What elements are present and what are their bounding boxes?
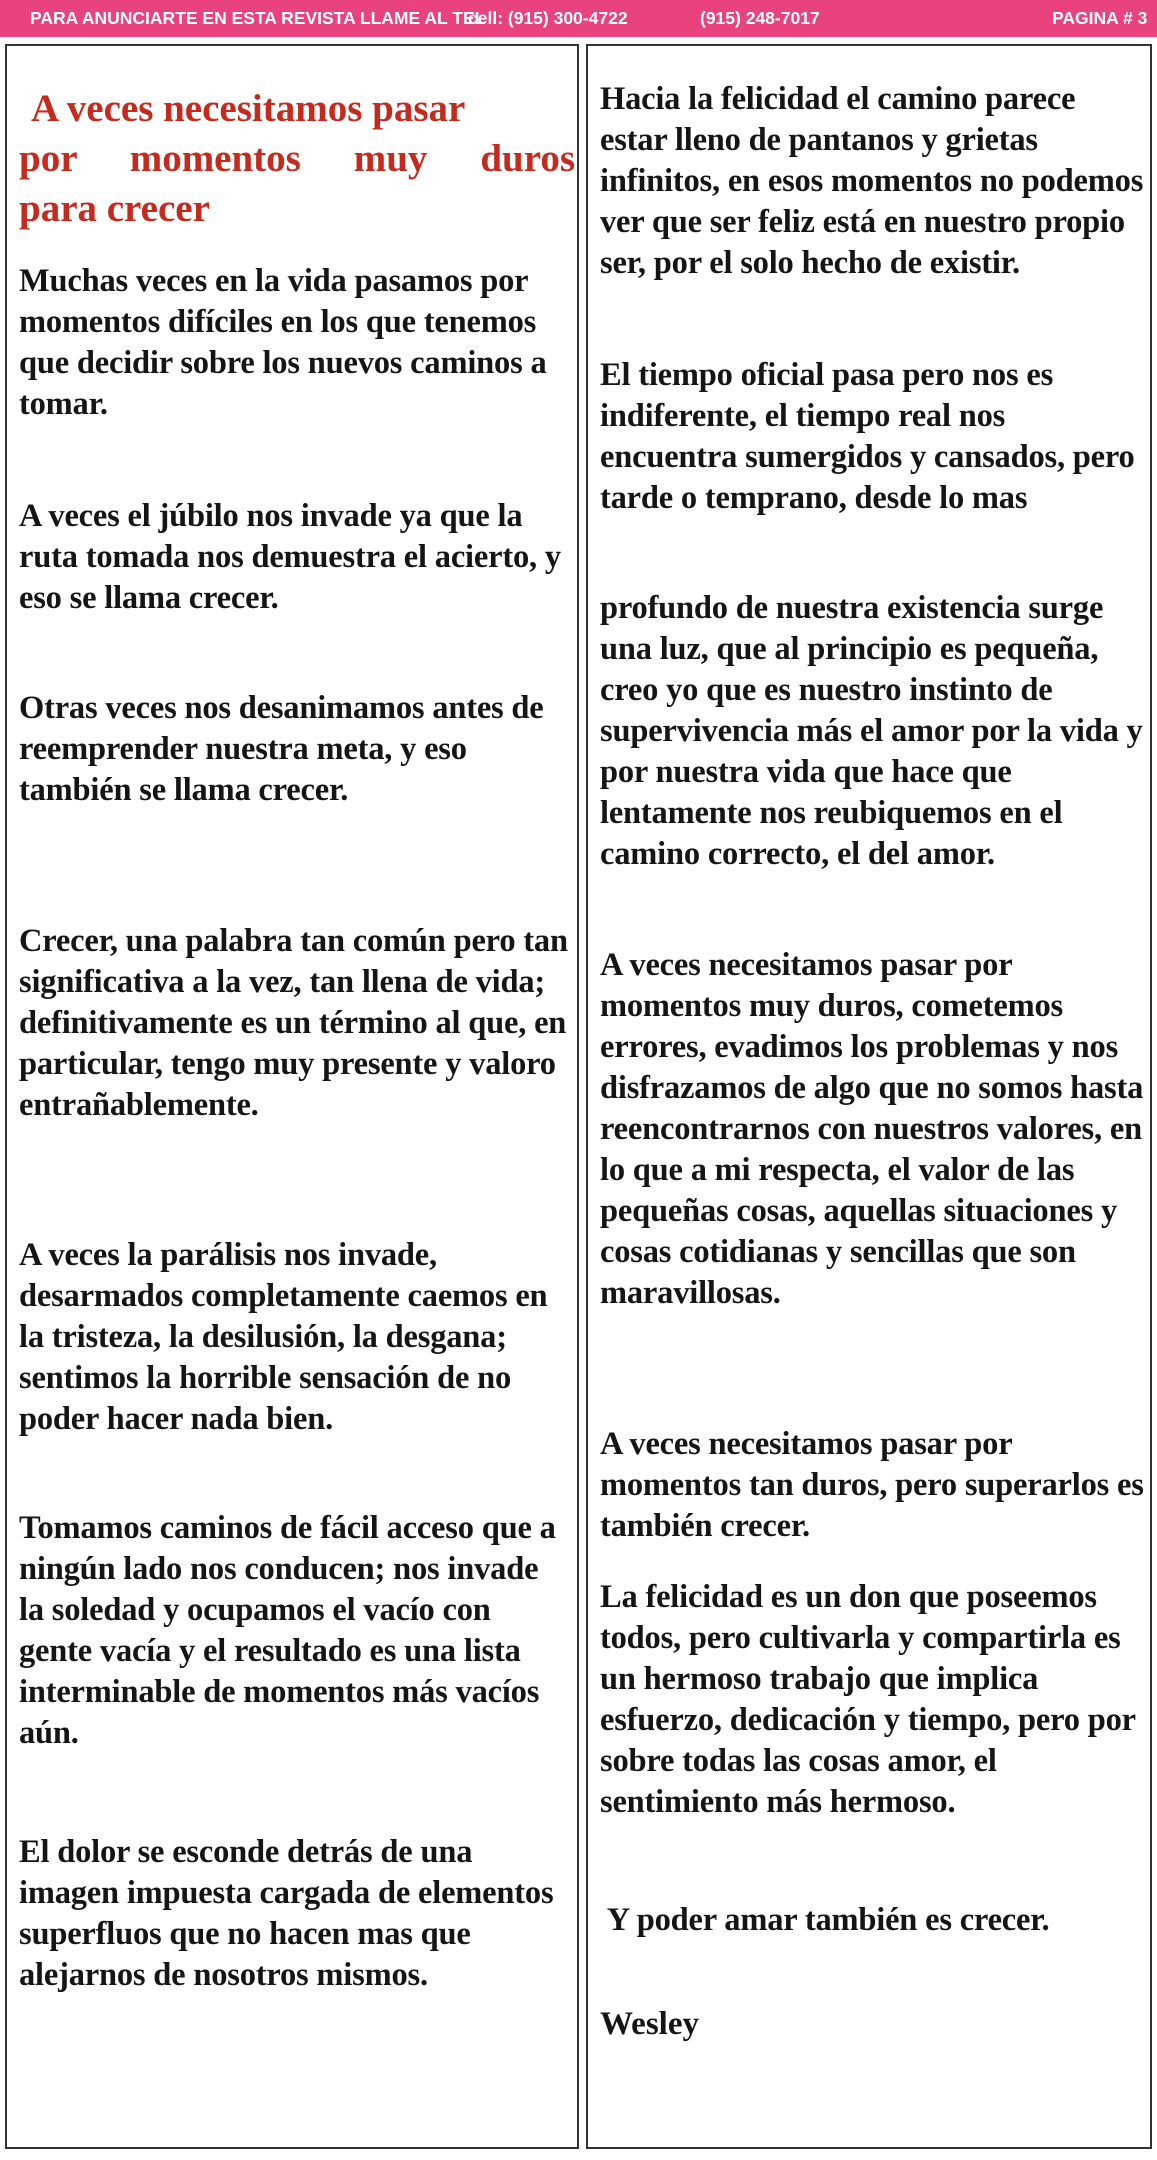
- paragraph: Tomamos caminos de fácil acceso que a ningún lado nos conducen; nos invade la soledad y ocupamos el vacío con gente vacía y el resultado es una lista interminable de momentos más vacíos aún.: [19, 1510, 556, 1751]
- header-bar: [0, 0, 1157, 37]
- article-title: [19, 84, 575, 234]
- advert-text: PARA ANUNCIARTE EN ESTA REVISTA LLAME AL TEL: [30, 8, 486, 28]
- title-line-3: para crecer: [19, 187, 210, 230]
- paragraph: A veces la parálisis nos invade, desarmados completamente caemos en la tristeza, la desilusión, la desgana; sentimos la horrible sensación de no poder hacer nada bien.: [19, 1237, 548, 1437]
- paragraph: Hacia la felicidad el camino parece estar lleno de pantanos y grietas infinitos, en esos momentos no podemos ver que ser feliz está en nuestro propio ser, por el solo hecho de existir.: [600, 81, 1144, 281]
- page-number: PAGINA # 3: [1052, 8, 1148, 28]
- paragraph: A veces el júbilo nos invade ya que la ruta tomada nos demuestra el acierto, y eso se llama crecer.: [19, 498, 561, 616]
- paragraph: A veces necesitamos pasar por momentos tan duros, pero superarlos es también crecer.: [600, 1426, 1144, 1544]
- second-phone: (915) 248-7017: [700, 8, 820, 28]
- paragraph: profundo de nuestra existencia surge una luz, que al principio es pequeña, creo yo que es nuestro instinto de supervivencia más el amor por la vida y por nuestra vida que hace que lentamente nos reubiquemos en el camino correcto, el del amor.: [600, 590, 1143, 872]
- paragraph: El tiempo oficial pasa pero nos es indiferente, el tiempo real nos encuentra sumergidos y cansados, pero tarde o temprano, desde lo mas: [600, 357, 1135, 516]
- paragraph: El dolor se esconde detrás de una imagen impuesta cargada de elementos superfluos que no hacen mas que alejarnos de nosotros mismos.: [19, 1834, 554, 1993]
- left-column: [5, 44, 579, 2149]
- paragraph: Muchas veces en la vida pasamos por momentos difíciles en los que tenemos que decidir sobre los nuevos caminos a tomar.: [19, 263, 547, 422]
- cell-phone: cell: (915) 300-4722: [468, 8, 628, 28]
- paragraph: La felicidad es un don que poseemos todos, pero cultivarla y compartirla es un hermoso trabajo que implica esfuerzo, dedicación y tiempo, pero por sobre todas las cosas amor, el sentimiento más hermoso.: [600, 1579, 1136, 1820]
- title-line-1: A veces necesitamos pasar: [31, 87, 466, 130]
- paragraph: A veces necesitamos pasar por momentos muy duros, cometemos errores, evadimos los problemas y nos disfrazamos de algo que no somos hasta reencontrarnos con nuestros valores, en lo que a mi respecta, el valor de las pequeñas cosas, aquellas situaciones y cosas cotidianas y sencillas que son maravillosas.: [600, 947, 1144, 1311]
- title-line-2: por momentos muy duros: [19, 137, 575, 180]
- paragraph: Otras veces nos desanimamos antes de reemprender nuestra meta, y eso también se llama crecer.: [19, 690, 544, 808]
- paragraph: Crecer, una palabra tan común pero tan significativa a la vez, tan llena de vida; definitivamente es un término al que, en particular, tengo muy presente y valoro entrañablemente.: [19, 923, 568, 1123]
- paragraph: Y poder amar también es crecer.: [600, 1902, 1050, 1938]
- signature: Wesley: [600, 2006, 699, 2042]
- right-column: [586, 44, 1152, 2149]
